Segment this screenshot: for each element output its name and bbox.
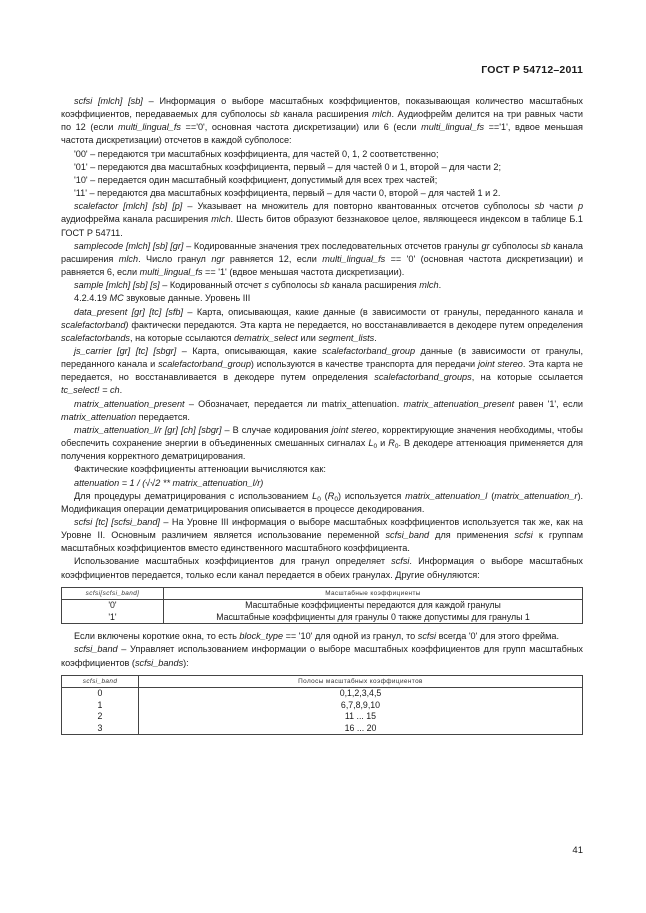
scfsi-option-10: '10' – передается один масштабный коэффициент, допустимый для всех трех частей; [74,174,438,185]
table-header-cell: scfsi[scfsi_band] [62,587,164,600]
paragraph-factual-coefficients: Фактические коэффициенты аттенюации вычисляются как: [74,464,326,475]
paragraph-short-windows: Если включены короткие окна, то есть block_type == '10' для одной из гранул, то scfsi всегда '0' для этого фрейма. [74,631,560,642]
scfsi-band-table [61,675,583,736]
paragraph-scfsi: scfsi [mlch] [sb] – Информация о выборе масштабных коэффициентов, показывающая количество масштабных коэффициентов, передаваемых для субполосы sb канала расширения mlch. Аудиофрейм делится на три равных части по 12 (если multi_lingual_fs =='0', основная частота дискретизации) или 6 (если multi_lingual_fs =='1', вдвое меньшая частота дискретизации) отсчетов в каждой субполосе: [61,96,584,146]
paragraph-usage: Использование масштабных коэффициентов для гранул определяет scfsi. Информация о выборе масштабных коэффициентов передается, только если канал передается в обеих гранулах. Другие обнуляются: [61,556,583,580]
paragraph-sample: sample [mlch] [sb] [s] – Кодированный отсчет s субполосы sb канала расширения mlch. [74,280,442,291]
paragraph-scfsi-band: scfsi [tc] [scfsi_band] – На Уровне III информация о выборе масштабных коэффициентов используется так же, как на Уровне II. Основным различием является использование переменной scfsi_band для применения scfsi к группам масштабных коэффициентов вместо единственного масштабного коэффициента. [61,517,584,554]
paragraph-matrix-attenuation-present: matrix_attenuation_present – Обозначает, передается ли matrix_attenuation. matrix_attenuation_present равен '1', если matrix_attenuation передается. [61,398,583,422]
table-cell: 2 [62,711,139,723]
paragraph-samplecode: samplecode [mlch] [sb] [gr] – Кодированные значения трех последовательных отсчетов гранулы gr субполосы sb канала расширения mlch. Число гранул ngr равняется 12, если multi_lingual_fs == '0' (основная частота дискретизации) и равняется 6, если multi_lingual_fs == '1' (вдвое меньшая частота дискретизации). [61,240,583,278]
section-heading: 4.2.4.19 MC звуковые данные. Уровень III [74,293,251,304]
table-header-cell: Масштабные коэффициенты [164,587,583,600]
table-header-row [62,587,583,600]
table-row [62,700,583,712]
table-cell: 0,1,2,3,4,5 [139,688,583,700]
document-body [61,95,583,741]
table-cell: 0 [62,688,139,700]
table-cell: 16 ... 20 [139,723,583,735]
table-cell: 11 ... 15 [139,711,583,723]
paragraph-scfsi-band-definition: scfsi_band – Управляет использованием информации о выборе масштабных коэффициентов для групп масштабных коэффициентов (scfsi_bands): [61,644,583,668]
table-cell: '1' [62,612,164,624]
table-cell: Масштабные коэффициенты для гранулы 0 также допустимы для гранулы 1 [164,612,583,624]
page-header-standard: ГОСТ Р 54712–2011 [481,64,583,76]
table-row [62,612,583,624]
table-header-row [62,675,583,688]
table-row [62,711,583,723]
table-header-cell: Полосы масштабных коэффициентов [139,675,583,688]
scfsi-option-00: '00' – передаются три масштабных коэффициента, для частей 0, 1, 2 соответственно; [74,148,439,159]
table-row [62,723,583,735]
paragraph-scalefactor: scalefactor [mlch] [sb] [p] – Указывает на множитель для повторно квантованных отсчетов субполосы sb части p аудиофрейма канала расширения mlch. Шесть битов образуют беззнаковое целое, являющееся индексом в таблице Б.1 ГОСТ Р 54711. [61,201,584,238]
paragraph-js-carrier: js_carrier [gr] [tc] [sbgr] – Карта, описывающая, какие scalefactorband_group данные (в зависимости от гранулы, переданного канала и scalefactorband_group) используются в качестве транспорта для передачи joint stereo. Эта карта не передается, но восстанавливается в декодере путем определения scalefactorband_groups, на которые ссылается tc_select! = ch. [61,345,583,396]
page-number: 41 [572,845,583,856]
table-header-cell: scfsi_band [62,675,139,688]
table-cell: 6,7,8,9,10 [139,700,583,712]
formula-attenuation: attenuation = 1 / (√√2 ** matrix_attenuation_l/r) [74,477,264,488]
table-cell: 3 [62,723,139,735]
paragraph-matrix-attenuation-lr: matrix_attenuation_l/r [gr] [ch] [sbgr] – В случае кодирования joint stereo, корректирующие значения необходимы, чтобы обеспечить сохранение энергии в объединенных смешанных сигналах $L_0$ и $R_0$. В декодере аттенюация применяется для получения корректного дематрицирования. [61,424,583,462]
table-cell: '0' [62,600,164,612]
scfsi-option-11: '11' – передаются два масштабных коэффициента, первый – для части 0, второй – для частей 1 и 2. [74,188,501,199]
table-cell: Масштабные коэффициенты передаются для каждой гранулы [164,600,583,612]
table-cell: 1 [62,700,139,712]
table-row [62,600,583,612]
paragraph-data-present: data_present [gr] [tc] [sfb] – Карта, описывающая, какие данные (в зависимости от гранулы, переданного канала и scalefactorband) фактически передаются. Эта карта не передается, но восстанавливается в декодере путем определения scalefactorbands, на которые ссылаются dematrix_select или segment_lists. [61,306,583,343]
table-row [62,688,583,700]
scfsi-table [61,587,583,625]
paragraph-dematrix: Для процедуры дематрицирования с использованием $L_0$ $(R_0)$ используется matrix_attenuation_l (matrix_attenuation_r). Модификация операции дематрицирования описывается в процессе декодирования. [61,490,584,514]
scfsi-option-01: '01' – передаются два масштабных коэффициента, первый – для частей 0 и 1, второй – для части 2; [74,161,502,172]
